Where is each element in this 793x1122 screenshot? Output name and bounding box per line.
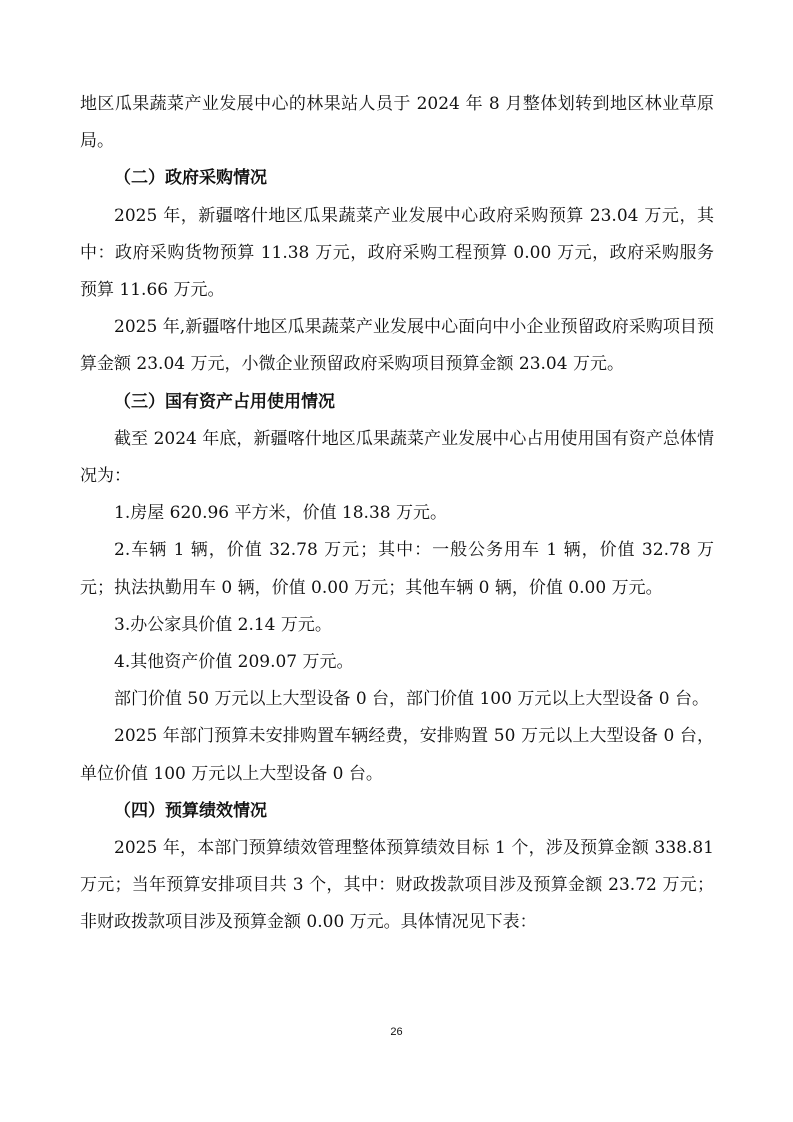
section-heading-state-assets: （三）国有资产占用使用情况 bbox=[114, 391, 335, 412]
section-heading-procurement: （二）政府采购情况 bbox=[114, 168, 267, 189]
paragraph-large-equipment: 部门价值 50 万元以上大型设备 0 台，部门价值 100 万元以上大型设备 0 台。 bbox=[114, 689, 709, 710]
paragraph-assets-housing: 1.房屋 620.96 平方米，价值 18.38 万元。 bbox=[114, 503, 447, 524]
section-heading-performance: （四）预算绩效情况 bbox=[114, 800, 267, 821]
paragraph-sme-reserve: 2025 年,新疆喀什地区瓜果蔬菜产业发展中心面向中小企业预留政府采购项目预算金额 23.04 万元，小微企业预留政府采购项目预算金额 23.04 万元。 bbox=[80, 317, 714, 375]
paragraph-performance: 2025 年，本部门预算绩效管理整体预算绩效目标 1 个，涉及预算金额 338.81 万元；当年预算安排项目共 3 个，其中：财政拨款项目涉及预算金额 23.72 万元；非财政拨款项目涉及预算金额 0.00 万元。具体情况见下表： bbox=[80, 838, 714, 933]
paragraph-assets-other: 4.其他资产价值 209.07 万元。 bbox=[114, 652, 354, 673]
paragraph-assets-intro: 截至 2024 年底，新疆喀什地区瓜果蔬菜产业发展中心占用使用国有资产总体情况为： bbox=[80, 428, 714, 487]
paragraph-continuation: 地区瓜果蔬菜产业发展中心的林果站人员于 2024 年 8 月整体划转到地区林业草原局。 bbox=[80, 94, 714, 152]
paragraph-procurement-budget: 2025 年，新疆喀什地区瓜果蔬菜产业发展中心政府采购预算 23.04 万元，其中：政府采购货物预算 11.38 万元，政府采购工程预算 0.00 万元，政府采购服务预算 11.66 万元。 bbox=[80, 205, 714, 301]
paragraph-assets-vehicles: 2.车辆 1 辆，价值 32.78 万元；其中：一般公务用车 1 辆，价值 32.78 万元；执法执勤用车 0 辆，价值 0.00 万元；其他车辆 0 辆，价值 0.00 万元。 bbox=[80, 540, 714, 598]
paragraph-assets-furniture: 3.办公家具价值 2.14 万元。 bbox=[114, 614, 332, 635]
page-number: 26 bbox=[390, 1026, 403, 1038]
paragraph-purchase-plan: 2025 年部门预算未安排购置车辆经费，安排购置 50 万元以上大型设备 0 台，单位价值 100 万元以上大型设备 0 台。 bbox=[80, 726, 714, 784]
body-text bbox=[80, 86, 714, 942]
